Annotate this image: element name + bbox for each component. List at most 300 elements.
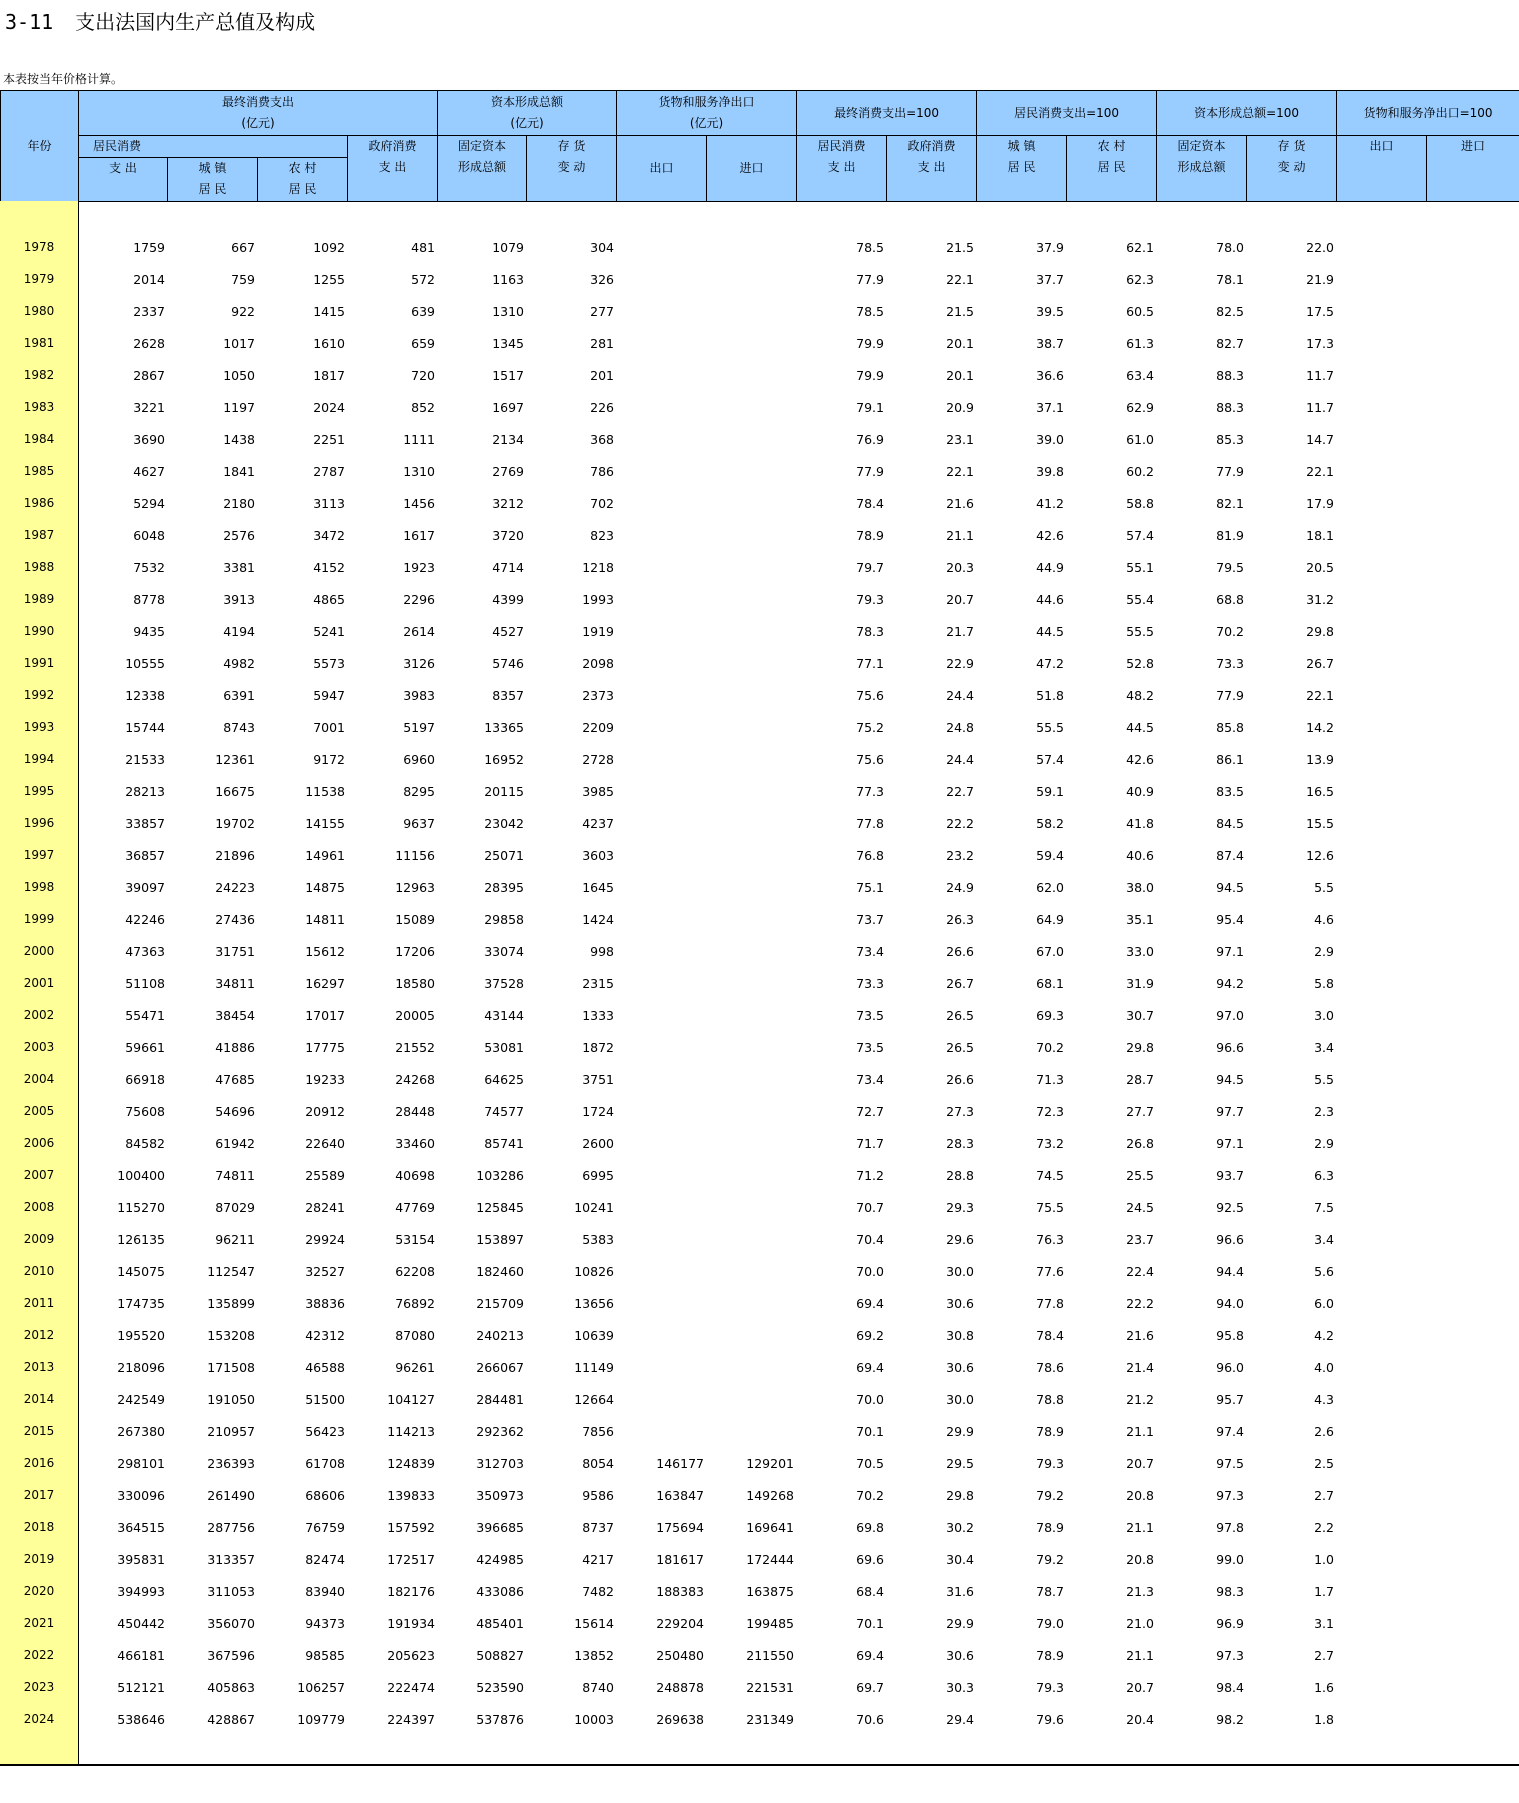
cell-rural: 1817 <box>313 368 345 383</box>
cell-share-fixed: 97.5 <box>1216 1456 1244 1471</box>
cell-share-inventory: 17.3 <box>1306 336 1334 351</box>
cell-gov: 76892 <box>395 1296 435 1311</box>
cell-share-gov: 29.8 <box>946 1488 974 1503</box>
cell-fixed-capital: 1345 <box>492 336 524 351</box>
cell-fixed-capital: 8357 <box>492 688 524 703</box>
cell-share-fixed: 68.8 <box>1216 592 1244 607</box>
cell-share-rural: 20.8 <box>1126 1488 1154 1503</box>
table-header <box>0 90 1519 202</box>
cell-share-rural: 20.7 <box>1126 1680 1154 1695</box>
cell-gov: 114213 <box>387 1424 435 1439</box>
cell-fixed-capital: 16952 <box>484 752 524 767</box>
cell-share-rural: 60.5 <box>1126 304 1154 319</box>
cell-urban: 135899 <box>207 1296 255 1311</box>
cell-share-rural: 62.9 <box>1126 400 1154 415</box>
cell-import: 163875 <box>746 1584 794 1599</box>
cell-share-fixed: 94.0 <box>1216 1296 1244 1311</box>
cell-year: 2007 <box>23 1168 55 1182</box>
cell-year: 1996 <box>23 816 55 830</box>
cell-share-fixed: 83.5 <box>1216 784 1244 799</box>
header-urban-share-line1: 城 镇 <box>1007 139 1036 153</box>
header-capital-formation <box>438 91 617 136</box>
cell-import: 211550 <box>746 1648 794 1663</box>
cell-inventory: 7482 <box>582 1584 614 1599</box>
header-fixed-capital <box>438 136 527 202</box>
cell-share-rural: 44.5 <box>1126 720 1154 735</box>
cell-share-fixed: 98.4 <box>1216 1680 1244 1695</box>
cell-inventory: 1218 <box>582 560 614 575</box>
cell-share-gov: 20.3 <box>946 560 974 575</box>
table-row <box>0 1252 1519 1284</box>
cell-import: 129201 <box>746 1456 794 1471</box>
cell-urban: 1017 <box>223 336 255 351</box>
cell-year: 2020 <box>23 1584 55 1598</box>
cell-share-fixed: 82.1 <box>1216 496 1244 511</box>
header-unit-2: (亿元) <box>510 116 544 130</box>
cell-inventory: 3985 <box>582 784 614 799</box>
cell-year: 1997 <box>23 848 55 862</box>
cell-household-total: 36857 <box>125 848 165 863</box>
cell-share-inventory: 2.9 <box>1314 944 1334 959</box>
cell-share-gov: 30.6 <box>946 1296 974 1311</box>
cell-import: 172444 <box>746 1552 794 1567</box>
cell-rural: 1092 <box>313 240 345 255</box>
table-note: 本表按当年价格计算。 <box>3 72 124 86</box>
cell-share-household: 70.1 <box>856 1424 884 1439</box>
cell-household-total: 145075 <box>117 1264 165 1279</box>
cell-share-inventory: 5.8 <box>1314 976 1334 991</box>
cell-inventory: 304 <box>590 240 614 255</box>
header-gov-share <box>887 136 977 202</box>
cell-share-fixed: 78.1 <box>1216 272 1244 287</box>
cell-household-total: 364515 <box>117 1520 165 1535</box>
cell-share-inventory: 4.2 <box>1314 1328 1334 1343</box>
cell-gov: 47769 <box>395 1200 435 1215</box>
cell-inventory: 1424 <box>582 912 614 927</box>
table-row <box>0 1220 1519 1252</box>
table-row <box>0 1188 1519 1220</box>
cell-share-household: 77.3 <box>856 784 884 799</box>
table-row <box>0 484 1519 516</box>
header-household-total: 支 出 <box>79 158 168 202</box>
cell-share-fixed: 93.7 <box>1216 1168 1244 1183</box>
cell-share-urban: 74.5 <box>1036 1168 1064 1183</box>
cell-inventory: 12664 <box>574 1392 614 1407</box>
cell-share-inventory: 11.7 <box>1306 400 1334 415</box>
header-capital-formation-100: 资本形成总额=100 <box>1157 91 1337 136</box>
cell-rural: 32527 <box>305 1264 345 1279</box>
cell-share-urban: 44.9 <box>1036 560 1064 575</box>
cell-share-inventory: 12.6 <box>1306 848 1334 863</box>
cell-rural: 1415 <box>313 304 345 319</box>
cell-urban: 24223 <box>215 880 255 895</box>
cell-share-rural: 61.3 <box>1126 336 1154 351</box>
cell-share-fixed: 88.3 <box>1216 400 1244 415</box>
cell-gov: 12963 <box>395 880 435 895</box>
cell-share-urban: 78.7 <box>1036 1584 1064 1599</box>
cell-year: 2019 <box>23 1552 55 1566</box>
cell-year: 1983 <box>23 400 55 414</box>
cell-share-household: 71.7 <box>856 1136 884 1151</box>
cell-share-rural: 42.6 <box>1126 752 1154 767</box>
cell-gov: 2296 <box>403 592 435 607</box>
cell-household-total: 9435 <box>133 624 165 639</box>
cell-share-fixed: 85.8 <box>1216 720 1244 735</box>
cell-share-fixed: 94.5 <box>1216 1072 1244 1087</box>
header-urban-share-line2: 居 民 <box>1007 160 1036 174</box>
table-row <box>0 708 1519 740</box>
table-row <box>0 324 1519 356</box>
cell-fixed-capital: 37528 <box>484 976 524 991</box>
cell-share-rural: 23.7 <box>1126 1232 1154 1247</box>
cell-share-rural: 40.6 <box>1126 848 1154 863</box>
cell-rural: 9172 <box>313 752 345 767</box>
cell-share-gov: 20.1 <box>946 336 974 351</box>
header-urban-share <box>977 136 1067 202</box>
cell-year: 1995 <box>23 784 55 798</box>
cell-rural: 19233 <box>305 1072 345 1087</box>
cell-gov: 104127 <box>387 1392 435 1407</box>
cell-share-gov: 22.7 <box>946 784 974 799</box>
cell-year: 2002 <box>23 1008 55 1022</box>
table-row <box>0 1540 1519 1572</box>
cell-share-household: 69.4 <box>856 1648 884 1663</box>
header-household-share-line2: 支 出 <box>827 160 856 174</box>
cell-rural: 1255 <box>313 272 345 287</box>
cell-year: 1991 <box>23 656 55 670</box>
cell-share-rural: 40.9 <box>1126 784 1154 799</box>
cell-export: 163847 <box>656 1488 704 1503</box>
cell-share-inventory: 22.1 <box>1306 464 1334 479</box>
cell-share-household: 72.7 <box>856 1104 884 1119</box>
table-row <box>0 644 1519 676</box>
cell-urban: 210957 <box>207 1424 255 1439</box>
cell-share-household: 76.9 <box>856 432 884 447</box>
cell-share-urban: 78.4 <box>1036 1328 1064 1343</box>
cell-share-urban: 79.3 <box>1036 1680 1064 1695</box>
header-gov <box>348 136 438 202</box>
cell-share-fixed: 77.9 <box>1216 464 1244 479</box>
cell-fixed-capital: 240213 <box>476 1328 524 1343</box>
cell-household-total: 3221 <box>133 400 165 415</box>
cell-share-gov: 29.5 <box>946 1456 974 1471</box>
cell-household-total: 298101 <box>117 1456 165 1471</box>
table-row <box>0 1604 1519 1636</box>
cell-share-gov: 23.1 <box>946 432 974 447</box>
header-fixed-share-line2: 形成总额 <box>1177 160 1226 174</box>
cell-share-urban: 44.6 <box>1036 592 1064 607</box>
cell-share-household: 78.5 <box>856 304 884 319</box>
cell-share-urban: 59.1 <box>1036 784 1064 799</box>
cell-fixed-capital: 1079 <box>492 240 524 255</box>
cell-share-fixed: 96.9 <box>1216 1616 1244 1631</box>
cell-share-inventory: 13.9 <box>1306 752 1334 767</box>
cell-share-inventory: 31.2 <box>1306 592 1334 607</box>
cell-year: 2006 <box>23 1136 55 1150</box>
header-household-share-line1: 居民消费 <box>817 139 866 153</box>
cell-year: 2017 <box>23 1488 55 1502</box>
cell-inventory: 4217 <box>582 1552 614 1567</box>
cell-fixed-capital: 4714 <box>492 560 524 575</box>
table-row <box>0 260 1519 292</box>
cell-share-fixed: 95.4 <box>1216 912 1244 927</box>
cell-household-total: 512121 <box>117 1680 165 1695</box>
cell-share-rural: 62.3 <box>1126 272 1154 287</box>
cell-urban: 87029 <box>215 1200 255 1215</box>
header-gov-line2: 支 出 <box>378 160 407 174</box>
cell-share-household: 75.2 <box>856 720 884 735</box>
cell-share-gov: 30.6 <box>946 1648 974 1663</box>
header-fixed-line1: 固定资本 <box>458 139 507 153</box>
cell-share-rural: 28.7 <box>1126 1072 1154 1087</box>
cell-share-household: 73.5 <box>856 1040 884 1055</box>
cell-share-household: 70.7 <box>856 1200 884 1215</box>
header-rural-share-line2: 居 民 <box>1097 160 1126 174</box>
cell-fixed-capital: 85741 <box>484 1136 524 1151</box>
cell-fixed-capital: 43144 <box>484 1008 524 1023</box>
cell-inventory: 10241 <box>574 1200 614 1215</box>
cell-gov: 17206 <box>395 944 435 959</box>
cell-share-urban: 78.9 <box>1036 1520 1064 1535</box>
cell-share-rural: 25.5 <box>1126 1168 1154 1183</box>
cell-gov: 659 <box>411 336 435 351</box>
cell-gov: 21552 <box>395 1040 435 1055</box>
cell-share-gov: 29.9 <box>946 1424 974 1439</box>
cell-share-urban: 42.6 <box>1036 528 1064 543</box>
header-import: 进口 <box>707 136 797 202</box>
cell-share-urban: 51.8 <box>1036 688 1064 703</box>
cell-share-inventory: 5.6 <box>1314 1264 1334 1279</box>
cell-fixed-capital: 485401 <box>476 1616 524 1631</box>
cell-urban: 667 <box>231 240 255 255</box>
header-gov-share-line2: 支 出 <box>917 160 946 174</box>
cell-share-inventory: 4.0 <box>1314 1360 1334 1375</box>
cell-gov: 1310 <box>403 464 435 479</box>
cell-gov: 28448 <box>395 1104 435 1119</box>
cell-fixed-capital: 1310 <box>492 304 524 319</box>
cell-rural: 3113 <box>313 496 345 511</box>
cell-urban: 54696 <box>215 1104 255 1119</box>
cell-household-total: 33857 <box>125 816 165 831</box>
cell-gov: 9637 <box>403 816 435 831</box>
cell-share-inventory: 14.2 <box>1306 720 1334 735</box>
cell-share-fixed: 78.0 <box>1216 240 1244 255</box>
cell-share-inventory: 2.6 <box>1314 1424 1334 1439</box>
cell-share-household: 69.4 <box>856 1296 884 1311</box>
cell-fixed-capital: 4527 <box>492 624 524 639</box>
cell-export: 146177 <box>656 1456 704 1471</box>
cell-fixed-capital: 3212 <box>492 496 524 511</box>
cell-share-rural: 41.8 <box>1126 816 1154 831</box>
cell-fixed-capital: 3720 <box>492 528 524 543</box>
cell-share-gov: 21.6 <box>946 496 974 511</box>
cell-gov: 62208 <box>395 1264 435 1279</box>
cell-share-urban: 58.2 <box>1036 816 1064 831</box>
cell-household-total: 330096 <box>117 1488 165 1503</box>
cell-share-household: 69.4 <box>856 1360 884 1375</box>
cell-export: 248878 <box>656 1680 704 1695</box>
cell-share-gov: 21.1 <box>946 528 974 543</box>
cell-share-rural: 48.2 <box>1126 688 1154 703</box>
cell-rural: 14961 <box>305 848 345 863</box>
cell-share-inventory: 1.8 <box>1314 1712 1334 1727</box>
cell-share-household: 75.6 <box>856 688 884 703</box>
cell-year: 2004 <box>23 1072 55 1086</box>
table-row <box>0 228 1519 260</box>
cell-household-total: 51108 <box>125 976 165 991</box>
cell-share-rural: 20.4 <box>1126 1712 1154 1727</box>
cell-import: 149268 <box>746 1488 794 1503</box>
cell-share-urban: 41.2 <box>1036 496 1064 511</box>
cell-year: 2018 <box>23 1520 55 1534</box>
cell-household-total: 21533 <box>125 752 165 767</box>
table-row <box>0 388 1519 420</box>
cell-rural: 17017 <box>305 1008 345 1023</box>
cell-share-rural: 20.8 <box>1126 1552 1154 1567</box>
cell-share-inventory: 14.7 <box>1306 432 1334 447</box>
table-row <box>0 932 1519 964</box>
cell-share-household: 77.9 <box>856 464 884 479</box>
table-row <box>0 1412 1519 1444</box>
cell-year: 2022 <box>23 1648 55 1662</box>
cell-inventory: 13656 <box>574 1296 614 1311</box>
cell-share-rural: 21.1 <box>1126 1424 1154 1439</box>
cell-fixed-capital: 292362 <box>476 1424 524 1439</box>
cell-inventory: 277 <box>590 304 614 319</box>
cell-share-fixed: 95.8 <box>1216 1328 1244 1343</box>
cell-urban: 236393 <box>207 1456 255 1471</box>
cell-share-gov: 20.1 <box>946 368 974 383</box>
cell-urban: 287756 <box>207 1520 255 1535</box>
cell-share-urban: 55.5 <box>1036 720 1064 735</box>
cell-fixed-capital: 182460 <box>476 1264 524 1279</box>
cell-share-inventory: 3.4 <box>1314 1040 1334 1055</box>
cell-year: 1999 <box>23 912 55 926</box>
cell-urban: 367596 <box>207 1648 255 1663</box>
cell-inventory: 10639 <box>574 1328 614 1343</box>
cell-inventory: 786 <box>590 464 614 479</box>
cell-household-total: 242549 <box>117 1392 165 1407</box>
cell-inventory: 1919 <box>582 624 614 639</box>
table-row <box>0 452 1519 484</box>
cell-share-household: 71.2 <box>856 1168 884 1183</box>
cell-rural: 2251 <box>313 432 345 447</box>
cell-year: 1998 <box>23 880 55 894</box>
cell-rural: 1610 <box>313 336 345 351</box>
cell-share-inventory: 17.5 <box>1306 304 1334 319</box>
cell-fixed-capital: 125845 <box>476 1200 524 1215</box>
cell-share-fixed: 77.9 <box>1216 688 1244 703</box>
cell-urban: 34811 <box>215 976 255 991</box>
table-row <box>0 772 1519 804</box>
header-net-exports-label: 货物和服务净出口 <box>658 95 755 109</box>
cell-share-gov: 26.5 <box>946 1040 974 1055</box>
cell-rural: 14875 <box>305 880 345 895</box>
cell-year: 1990 <box>23 624 55 638</box>
table-row <box>0 1700 1519 1732</box>
cell-share-inventory: 5.5 <box>1314 1072 1334 1087</box>
cell-share-urban: 75.5 <box>1036 1200 1064 1215</box>
cell-gov: 87080 <box>395 1328 435 1343</box>
cell-gov: 572 <box>411 272 435 287</box>
cell-household-total: 115270 <box>117 1200 165 1215</box>
cell-share-urban: 78.8 <box>1036 1392 1064 1407</box>
cell-share-fixed: 96.6 <box>1216 1232 1244 1247</box>
cell-fixed-capital: 508827 <box>476 1648 524 1663</box>
cell-share-inventory: 18.1 <box>1306 528 1334 543</box>
cell-inventory: 6995 <box>582 1168 614 1183</box>
cell-household-total: 218096 <box>117 1360 165 1375</box>
cell-year: 2008 <box>23 1200 55 1214</box>
cell-gov: 53154 <box>395 1232 435 1247</box>
cell-share-fixed: 97.7 <box>1216 1104 1244 1119</box>
cell-share-gov: 29.9 <box>946 1616 974 1631</box>
cell-urban: 191050 <box>207 1392 255 1407</box>
cell-share-urban: 70.2 <box>1036 1040 1064 1055</box>
header-inventory-line2: 变 动 <box>557 160 586 174</box>
cell-share-gov: 22.1 <box>946 272 974 287</box>
cell-share-inventory: 21.9 <box>1306 272 1334 287</box>
cell-household-total: 84582 <box>125 1136 165 1151</box>
cell-share-urban: 78.6 <box>1036 1360 1064 1375</box>
cell-inventory: 823 <box>590 528 614 543</box>
cell-rural: 14811 <box>305 912 345 927</box>
cell-inventory: 4237 <box>582 816 614 831</box>
cell-year: 1978 <box>23 240 55 254</box>
page-title <box>5 6 315 35</box>
cell-household-total: 28213 <box>125 784 165 799</box>
cell-rural: 51500 <box>305 1392 345 1407</box>
cell-share-rural: 61.0 <box>1126 432 1154 447</box>
cell-fixed-capital: 1697 <box>492 400 524 415</box>
cell-rural: 17775 <box>305 1040 345 1055</box>
header-export: 出口 <box>617 136 707 202</box>
cell-share-urban: 37.7 <box>1036 272 1064 287</box>
cell-gov: 182176 <box>387 1584 435 1599</box>
cell-gov: 2614 <box>403 624 435 639</box>
cell-gov: 3126 <box>403 656 435 671</box>
cell-share-urban: 68.1 <box>1036 976 1064 991</box>
cell-household-total: 10555 <box>125 656 165 671</box>
cell-share-inventory: 16.5 <box>1306 784 1334 799</box>
cell-share-inventory: 2.2 <box>1314 1520 1334 1535</box>
cell-fixed-capital: 424985 <box>476 1552 524 1567</box>
cell-share-gov: 29.3 <box>946 1200 974 1215</box>
cell-year: 2021 <box>23 1616 55 1630</box>
cell-share-gov: 30.0 <box>946 1392 974 1407</box>
cell-rural: 106257 <box>297 1680 345 1695</box>
header-urban <box>168 158 258 202</box>
cell-rural: 15612 <box>305 944 345 959</box>
header-fixed-share-line1: 固定资本 <box>1177 139 1226 153</box>
cell-household-total: 42246 <box>125 912 165 927</box>
cell-household-total: 39097 <box>125 880 165 895</box>
cell-rural: 46588 <box>305 1360 345 1375</box>
cell-gov: 720 <box>411 368 435 383</box>
cell-year: 2023 <box>23 1680 55 1694</box>
cell-share-household: 75.1 <box>856 880 884 895</box>
cell-household-total: 4627 <box>133 464 165 479</box>
cell-urban: 31751 <box>215 944 255 959</box>
cell-inventory: 1724 <box>582 1104 614 1119</box>
cell-inventory: 702 <box>590 496 614 511</box>
header-urban-line2: 居 民 <box>198 182 227 196</box>
cell-share-gov: 20.7 <box>946 592 974 607</box>
cell-share-urban: 79.2 <box>1036 1552 1064 1567</box>
cell-share-inventory: 22.1 <box>1306 688 1334 703</box>
header-export-share: 出口 <box>1337 136 1427 202</box>
cell-share-gov: 28.3 <box>946 1136 974 1151</box>
